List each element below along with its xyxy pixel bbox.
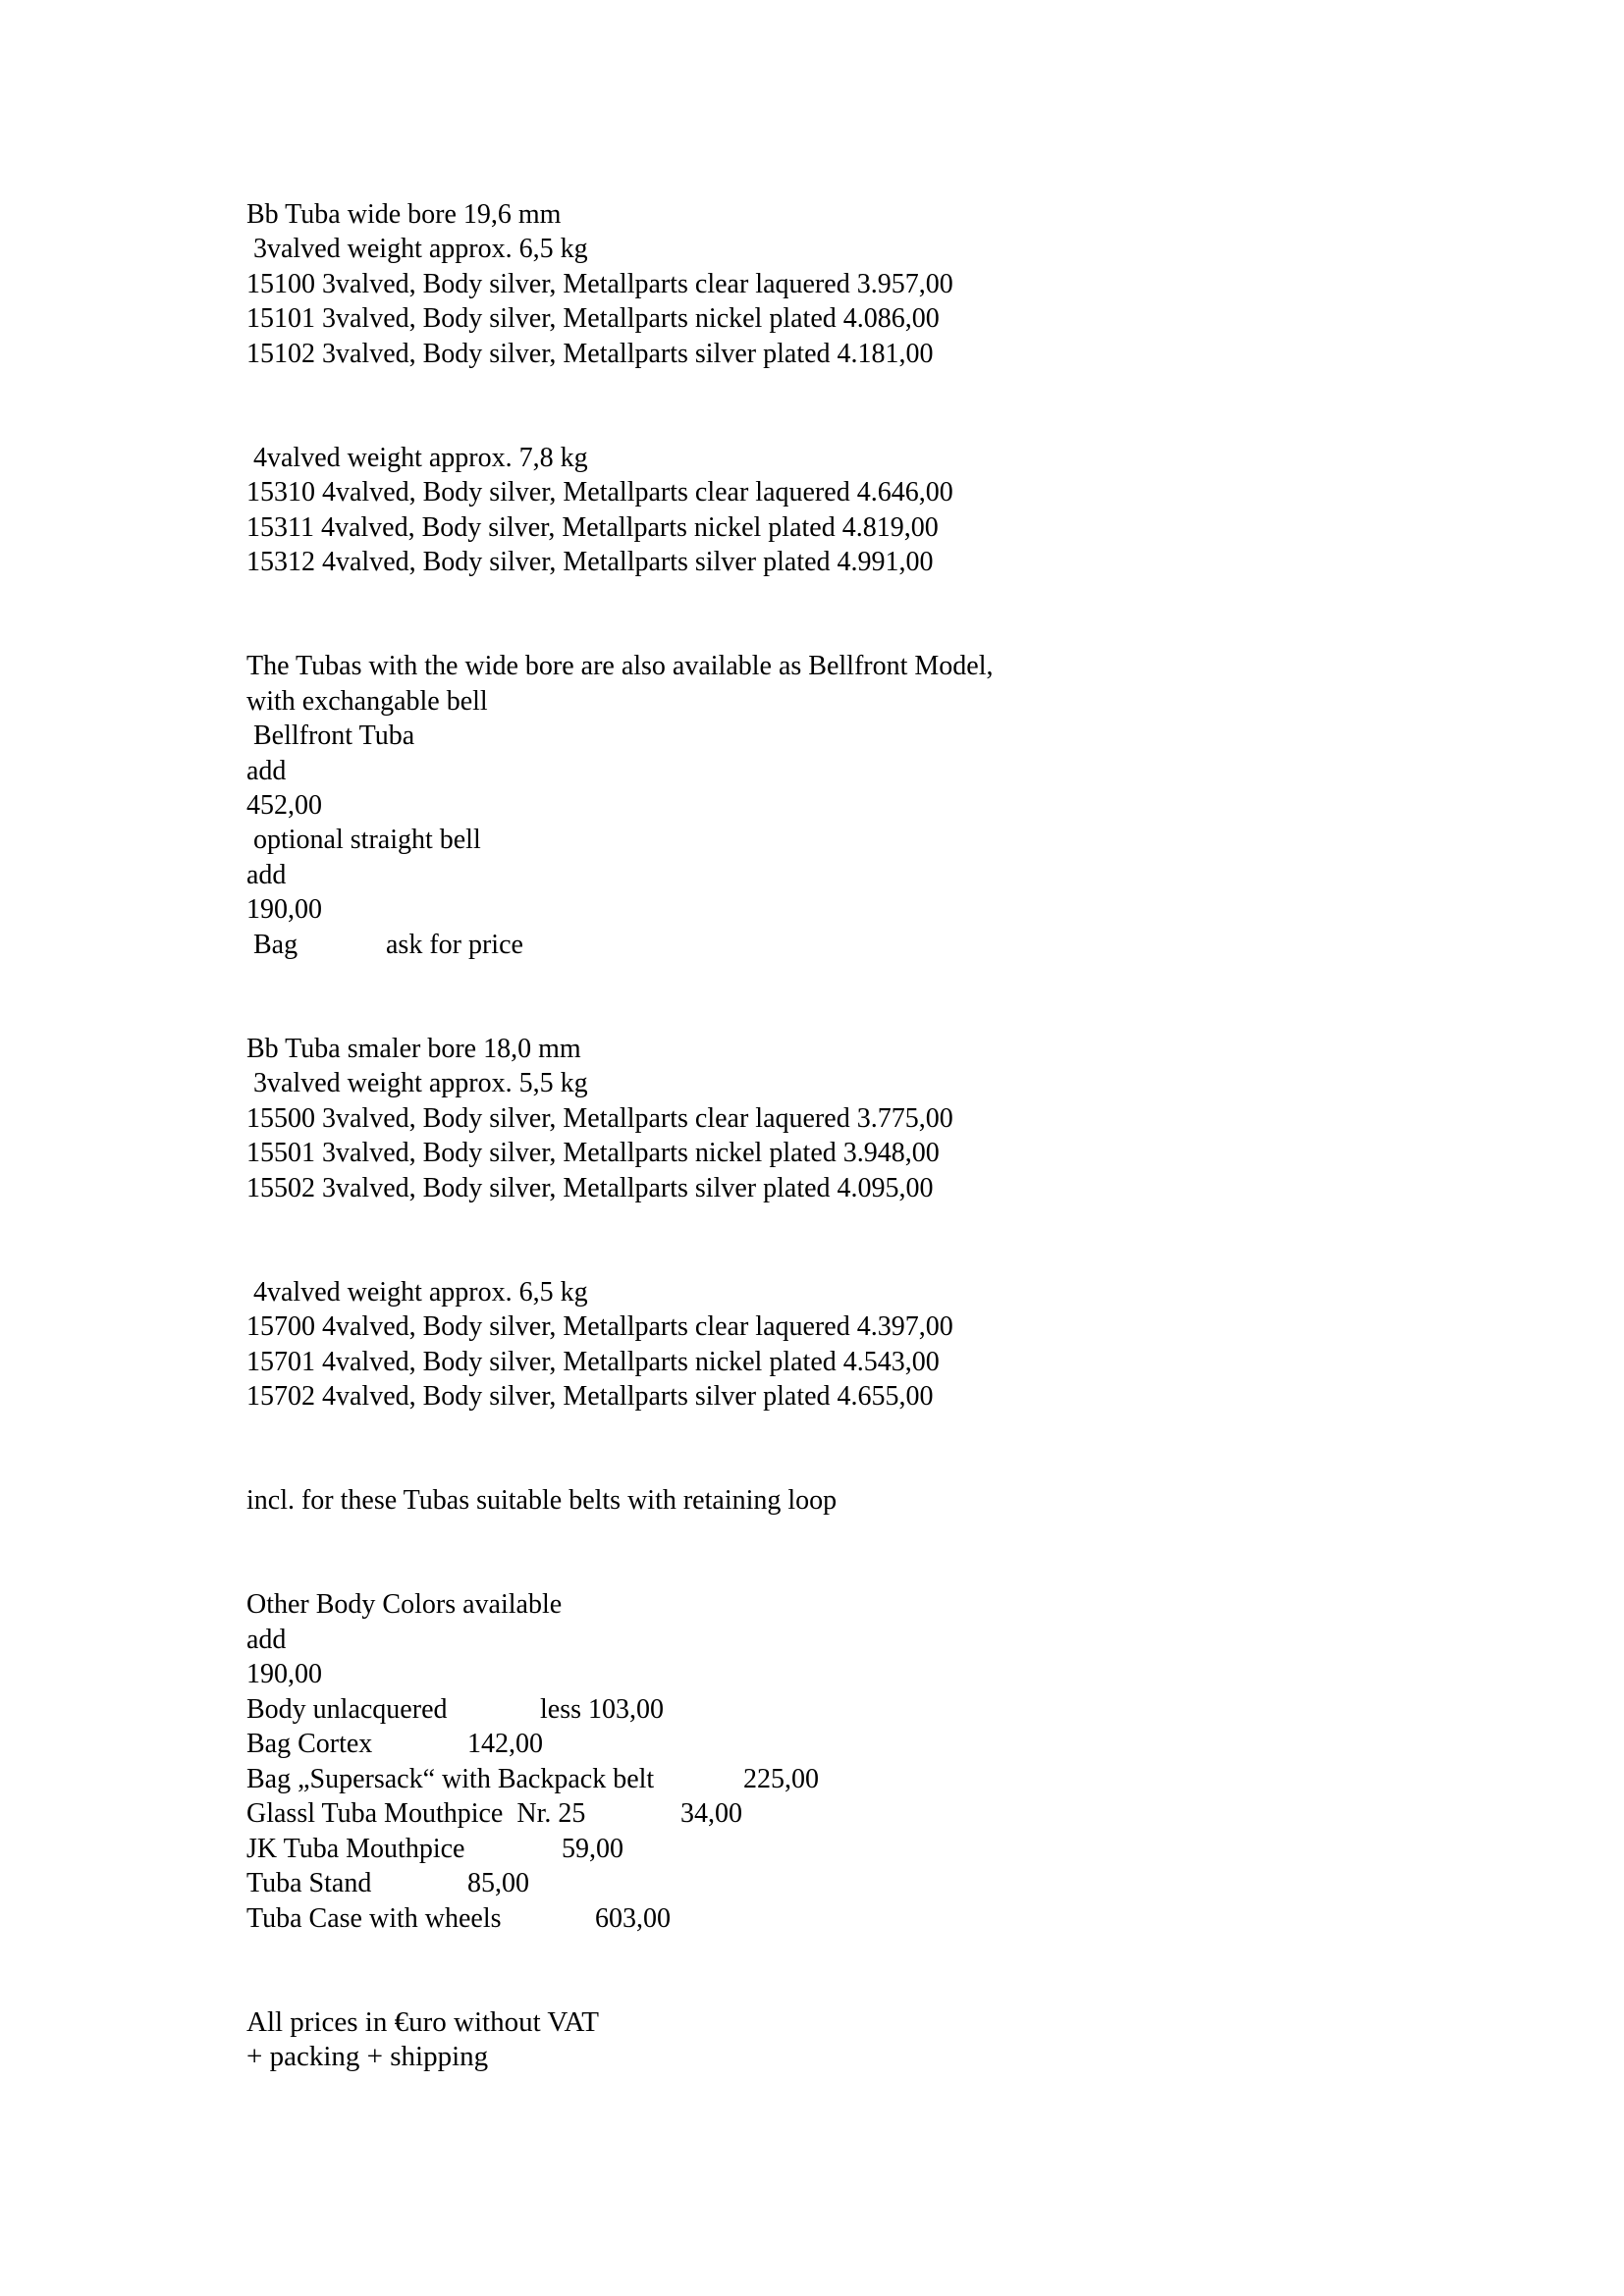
bellfront-add-label: add [246,756,287,786]
accessory-row [246,1796,836,1831]
price-item: 15312 4valved, Body silver, Metallparts silver plated 4.991,00 [246,547,934,577]
bellfront-price: 452,00 [246,790,322,821]
straight-bell-label: optional straight bell [246,825,481,855]
accessory-label: JK Tuba Mouthpice [246,1834,465,1864]
accessory-label: Body unlacquered [246,1694,448,1725]
smaler-bore-3valved-subheading: 3valved weight approx. 5,5 kg [246,1068,588,1098]
price-item: 15310 4valved, Body silver, Metallparts clear laquered 4.646,00 [246,477,953,507]
price-item: 15101 3valved, Body silver, Metallparts nickel plated 4.086,00 [246,303,940,334]
accessory-label: Bag Cortex [246,1729,373,1759]
price-item: 15102 3valved, Body silver, Metallparts silver plated 4.181,00 [246,339,934,369]
colors-add-label: add [246,1625,287,1655]
wide-bore-heading: Bb Tuba wide bore 19,6 mm [246,199,562,230]
price-item: 15701 4valved, Body silver, Metallparts nickel plated 4.543,00 [246,1347,940,1377]
price-item: 15502 3valved, Body silver, Metallparts silver plated 4.095,00 [246,1173,934,1203]
accessory-label: Tuba Case with wheels [246,1903,502,1934]
price-item: 15702 4valved, Body silver, Metallparts silver plated 4.655,00 [246,1381,934,1412]
wide-bore-4valved-subheading: 4valved weight approx. 7,8 kg [246,443,588,473]
price-item: 15100 3valved, Body silver, Metallparts clear laquered 3.957,00 [246,269,953,299]
smaler-bore-heading: Bb Tuba smaler bore 18,0 mm [246,1034,581,1064]
accessory-row [246,1727,836,1761]
accessory-row [246,1901,836,1936]
bellfront-intro-cont: with exchangable bell [246,686,488,717]
accessory-row [246,1866,836,1900]
accessory-price: 85,00 [467,1868,529,1898]
shipping-note: + packing + shipping [246,2041,489,2072]
accessory-price: less 103,00 [540,1694,664,1725]
straight-bell-price: 190,00 [246,894,322,925]
accessory-row [246,1762,855,1796]
accessory-price: 142,00 [467,1729,543,1759]
colors-price: 190,00 [246,1659,322,1689]
accessory-label: Glassl Tuba Mouthpice Nr. 25 [246,1798,586,1829]
price-item: 15500 3valved, Body silver, Metallparts clear laquered 3.775,00 [246,1103,953,1134]
price-item: 15700 4valved, Body silver, Metallparts clear laquered 4.397,00 [246,1311,953,1342]
accessory-price: 34,00 [680,1798,742,1829]
bag-label: Bag [246,930,298,960]
straight-bell-add-label: add [246,860,287,890]
vat-note: All prices in €uro without VAT [246,2006,600,2038]
accessory-price: 603,00 [595,1903,671,1934]
accessory-label: Bag „Supersack“ with Backpack belt [246,1764,655,1794]
smaler-bore-4valved-subheading: 4valved weight approx. 6,5 kg [246,1277,588,1308]
price-item: 15501 3valved, Body silver, Metallparts nickel plated 3.948,00 [246,1138,940,1168]
belts-note: incl. for these Tubas suitable belts with retaining loop [246,1485,838,1516]
accessory-row [246,1832,836,1866]
bag-row [246,928,639,962]
accessory-price: 59,00 [562,1834,623,1864]
accessory-price: 225,00 [743,1764,819,1794]
bag-price: ask for price [386,930,523,960]
accessory-row [246,1692,836,1727]
bellfront-tuba-label: Bellfront Tuba [246,721,415,751]
bellfront-intro: The Tubas with the wide bore are also available as Bellfront Model, [246,651,994,681]
accessory-label: Tuba Stand [246,1868,372,1898]
colors-heading: Other Body Colors available [246,1589,563,1620]
wide-bore-3valved-subheading: 3valved weight approx. 6,5 kg [246,234,588,264]
price-item: 15311 4valved, Body silver, Metallparts nickel plated 4.819,00 [246,512,939,543]
